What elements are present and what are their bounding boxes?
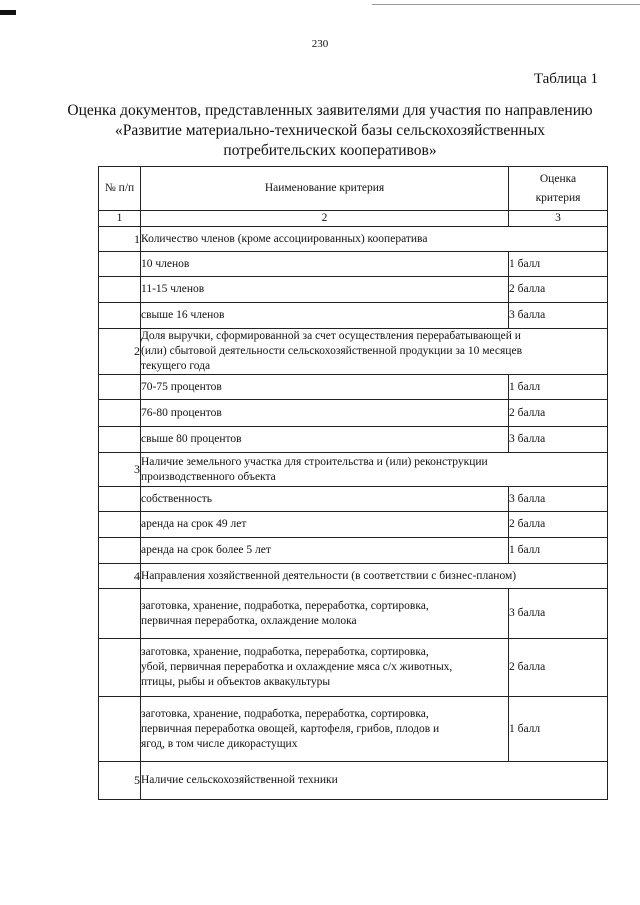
option-description bbox=[141, 252, 509, 277]
table-body bbox=[99, 227, 608, 800]
criterion-section-row bbox=[99, 453, 608, 487]
option-description-line: заготовка, хранение, подработка, переработка, сортировка, bbox=[141, 646, 429, 658]
option-description-line: 76-80 процентов bbox=[141, 406, 222, 419]
scan-corner-mark bbox=[0, 10, 16, 15]
document-title bbox=[60, 101, 600, 161]
criterion-option-row bbox=[99, 303, 608, 329]
option-score: 3 балла bbox=[509, 427, 608, 453]
criterion-number: 5 bbox=[99, 762, 141, 800]
option-description bbox=[141, 427, 509, 453]
criterion-title-line: Доля выручки, сформированной за счет осуществления перерабатывающей и bbox=[141, 330, 521, 342]
criterion-option-row bbox=[99, 512, 608, 538]
criterion-title bbox=[141, 329, 608, 375]
header-row bbox=[99, 167, 608, 211]
criterion-section-row bbox=[99, 564, 608, 589]
option-description-line: аренда на срок 49 лет bbox=[141, 518, 247, 530]
criterion-title-line: Наличие земельного участка для строительства и (или) реконструкции bbox=[141, 455, 488, 468]
criterion-number: 1 bbox=[99, 227, 141, 252]
option-score: 1 балл bbox=[509, 538, 608, 564]
empty-num-cell bbox=[99, 697, 141, 762]
empty-num-cell bbox=[99, 512, 141, 538]
option-description-line: 70-75 процентов bbox=[141, 380, 222, 393]
title-line: Оценка документов, представленных заявителями для участия по направлению bbox=[67, 102, 593, 119]
option-description bbox=[141, 697, 509, 762]
option-description-line: первичная переработка овощей, картофеля, грибов, плодов и bbox=[141, 722, 440, 735]
empty-num-cell bbox=[99, 639, 141, 697]
option-score: 2 балла bbox=[509, 400, 608, 427]
criterion-section-row bbox=[99, 329, 608, 375]
criterion-option-row bbox=[99, 277, 608, 303]
criterion-number: 4 bbox=[99, 564, 141, 589]
criterion-option-row bbox=[99, 538, 608, 564]
table-label: Таблица 1 bbox=[533, 71, 598, 87]
header-score-line: критерия bbox=[535, 191, 581, 204]
criterion-section-row bbox=[99, 762, 608, 800]
criterion-title-line: (или) сбытовой деятельности сельскохозяйственной продукции за 10 месяцев bbox=[141, 345, 522, 357]
title-line: «Развитие материально-технической базы сельскохозяйственных bbox=[115, 122, 545, 139]
empty-num-cell bbox=[99, 303, 141, 329]
criterion-option-row bbox=[99, 375, 608, 400]
criterion-option-row bbox=[99, 487, 608, 512]
option-description bbox=[141, 512, 509, 538]
criterion-option-row bbox=[99, 697, 608, 762]
page-number: 230 bbox=[311, 38, 329, 50]
column-number: 3 bbox=[509, 211, 608, 227]
criterion-title-line: Количество членов (кроме ассоциированных) кооператива bbox=[141, 232, 428, 245]
option-description-line: собственность bbox=[141, 492, 213, 505]
column-number: 1 bbox=[99, 211, 141, 227]
option-description-line: первичная переработка, охлаждение молока bbox=[141, 614, 357, 627]
option-score: 2 балла bbox=[509, 512, 608, 538]
empty-num-cell bbox=[99, 487, 141, 512]
option-description-line: 10 членов bbox=[141, 257, 190, 270]
option-description-line: ягод, в том числе дикорастущих bbox=[141, 737, 298, 750]
empty-num-cell bbox=[99, 252, 141, 277]
empty-num-cell bbox=[99, 427, 141, 453]
option-description-line: аренда на срок более 5 лет bbox=[141, 544, 271, 556]
option-description bbox=[141, 277, 509, 303]
criterion-title-line: Наличие сельскохозяйственной техники bbox=[141, 774, 338, 786]
option-score: 1 балл bbox=[509, 375, 608, 400]
option-score: 3 балла bbox=[509, 487, 608, 512]
criterion-section-row bbox=[99, 227, 608, 252]
header-score-line: Оценка bbox=[539, 172, 577, 185]
option-description bbox=[141, 487, 509, 512]
header-name: Наименование критерия bbox=[141, 167, 509, 211]
option-description-line: убой, первичная переработка и охлаждение мяса с/х животных, bbox=[141, 661, 453, 673]
option-description-line: свыше 80 процентов bbox=[141, 433, 242, 445]
criterion-option-row bbox=[99, 639, 608, 697]
criterion-title-line: Направления хозяйственной деятельности (в соответствии с бизнес-планом) bbox=[141, 569, 517, 582]
criterion-title bbox=[141, 564, 608, 589]
title-line: потребительских кооперативов» bbox=[223, 142, 437, 159]
criterion-title bbox=[141, 762, 608, 800]
empty-num-cell bbox=[99, 277, 141, 303]
option-description bbox=[141, 589, 509, 639]
option-description bbox=[141, 375, 509, 400]
criterion-option-row bbox=[99, 400, 608, 427]
top-rule-line bbox=[372, 4, 640, 5]
criterion-number: 2 bbox=[99, 329, 141, 375]
criterion-title bbox=[141, 453, 608, 487]
header-score bbox=[509, 167, 608, 211]
criterion-option-row bbox=[99, 252, 608, 277]
option-description bbox=[141, 303, 509, 329]
option-score: 2 балла bbox=[509, 639, 608, 697]
option-description-line: свыше 16 членов bbox=[141, 309, 225, 321]
criterion-number: 3 bbox=[99, 453, 141, 487]
option-description-line: 11-15 членов bbox=[141, 283, 205, 295]
option-score: 2 балла bbox=[509, 277, 608, 303]
option-description-line: заготовка, хранение, подработка, переработка, сортировка, bbox=[141, 599, 429, 612]
header-num: № п/п bbox=[99, 167, 141, 211]
column-number-row bbox=[99, 211, 608, 227]
criterion-option-row bbox=[99, 589, 608, 639]
option-description-line: заготовка, хранение, подработка, переработка, сортировка, bbox=[141, 707, 429, 720]
option-score: 1 балл bbox=[509, 252, 608, 277]
criterion-title-line: текущего года bbox=[141, 360, 211, 372]
option-score: 3 балла bbox=[509, 303, 608, 329]
empty-num-cell bbox=[99, 400, 141, 427]
option-description bbox=[141, 639, 509, 697]
option-score: 3 балла bbox=[509, 589, 608, 639]
empty-num-cell bbox=[99, 589, 141, 639]
criteria-table bbox=[98, 166, 608, 800]
column-number: 2 bbox=[141, 211, 509, 227]
option-description bbox=[141, 400, 509, 427]
empty-num-cell bbox=[99, 375, 141, 400]
criterion-option-row bbox=[99, 427, 608, 453]
option-score: 1 балл bbox=[509, 697, 608, 762]
empty-num-cell bbox=[99, 538, 141, 564]
criterion-title bbox=[141, 227, 608, 252]
option-description-line: птицы, рыбы и объектов аквакультуры bbox=[141, 676, 331, 688]
option-description bbox=[141, 538, 509, 564]
criterion-title-line: производственного объекта bbox=[141, 470, 276, 483]
